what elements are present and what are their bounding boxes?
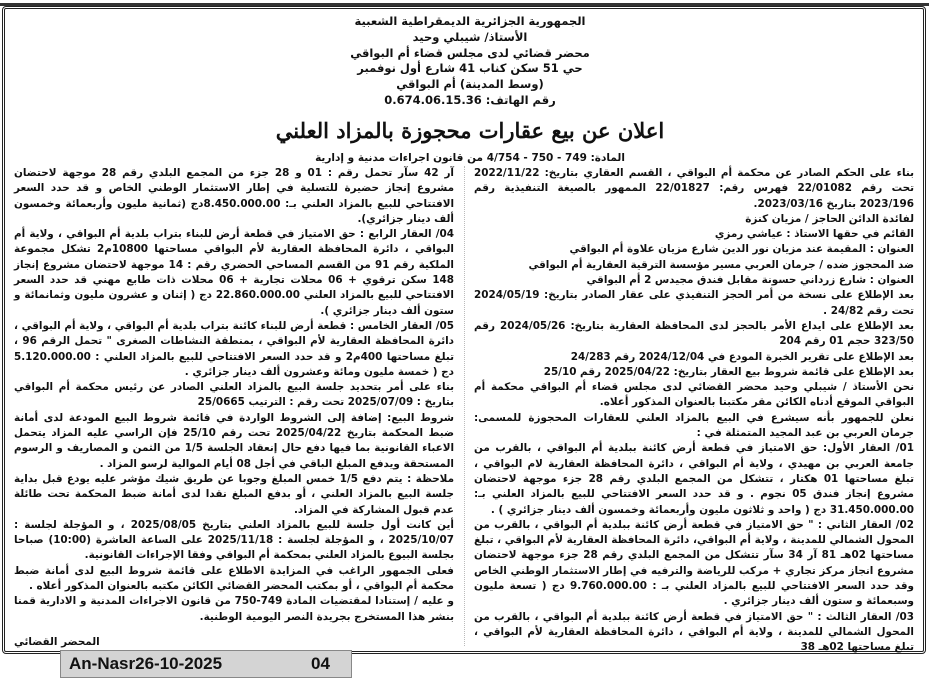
edition-date: An-Nasr26-10-2025 xyxy=(69,654,223,673)
paragraph: بناء على أمر بتحديد جلسة البيع بالمزاد العلني الصادر عن رئيس محكمة أم البواقي بتاريخ : 2025/07/09 تحت رقم : الترتيب 25/0665 xyxy=(14,381,454,409)
paragraph: نعلن للجمهور بأنه سيشرع في البيع بالمزاد العلني للعقارات المحجوزة للمسمى: جرمان العربي بن عبد المجيد المتمثلة في : xyxy=(474,411,914,440)
property-4: 04/ العقار الرابع : حق الامتياز في قطعة أرض للبناء بتراب بلدية أم البواقي ، ولاية أم البواقي ، دائرة المحافظة العقارية لأم البواقي مساحتها 10800م2 تشكل مجموعة الملكية رقم 91 من القسم المساحي الحضري رقم : 14 موجهة لاحتضان مشروع إنجاز 148 سكن ترقوي + 06 محلات تجارية + 06 محلات ذات طابع مهني قد حدد السعر الافتتاحي للبيع بالمزاد العلني 22.860.000.00 دج ( إثنان و عشرون مليون وثمانمائة و ستون ألف دينار جزائري ). xyxy=(14,228,455,317)
paragraph: بعد الإطلاع على نسخة من أمر الحجز التنفيذي على عقار الصادر بتاريخ: 2024/05/19 تحت رقم 24/82 . xyxy=(474,289,914,317)
paragraph: بناء على الحكم الصادر عن محكمة أم البواقي ، القسم العقاري بتاريخ: 2022/11/22 تحت رقم 22/01082 فهرس رقم: 22/01827 الممهور بالصيغة التنفيذية رقم 2023/196 بتاريخ 2023/03/16. xyxy=(474,167,914,210)
paragraph: لفائدة الدائن الحاجز / مزيان كنزة xyxy=(745,212,914,225)
page-number: 04 xyxy=(311,654,330,673)
session-dates: أين كانت أول جلسة للبيع بالمزاد العلني بتاريخ 2025/08/05 ، و المؤجلة لجلسة : 2025/10/07 ، و المؤجلة لجلسة : 2025/11/18 على الساعة العاشرة (10:00) صباحا بجلسة البيوع بالمزاد العلني بمحكمة أم البواقي وفقا الإجراءات القانونية. xyxy=(14,518,454,562)
paragraph: بعد الإطلاع على تقرير الخبرة المودع في 2024/12/04 رقم 24/283 xyxy=(570,350,914,363)
header-phone: رقم الهاتف: 0.674.06.15.36 xyxy=(384,92,556,107)
paragraph: نحن الأستاذ / شيبلي وحيد محضر القضائي لدى مجلس قضاء أم البواقي محكمة أم البواقي الموقع أدناه الكائن مقر مكتبنا بالعنوان المذكور أعلاه. xyxy=(474,381,914,409)
header-bailiff-name: الأستاذ/ شيبلي وحيد xyxy=(412,29,528,44)
header-country: الجمهورية الجزائرية الديمقراطية الشعبية xyxy=(354,14,586,28)
sale-conditions: شروط البيع: إضافة إلى الشروط الواردة في قائمة شروط البيع المودعة لدى أمانة ضبط المحكمة بتاريخ 2025/04/22 تحت رقم 25/10 فإن الراسي عليه المزاد يتحمل الاعباء القانونية بما فيها دفع حال إنعقاد الجلسة 1/5 من الثمن و المصاريف و الرسوم المستحقة ويدفع المبلغ الباقي في أجل 08 أيام الموالية لرسو المزاد . xyxy=(14,411,455,470)
paragraph: بعد الإطلاع على قائمة شروط بيع العقار بتاريخ: 2025/04/22 رقم 25/10 xyxy=(543,365,914,378)
left-column xyxy=(14,166,454,650)
notice-title: اعلان عن بيع عقارات محجوزة بالمزاد العلني xyxy=(275,118,665,143)
header-district: (وسط المدينة) أم البواقي xyxy=(396,77,544,92)
property-3: 03/ العقار الثالث : " حق الامتياز في قطعة أرض كائنة ببلدية أم البواقي ، بالقرب من المحول الشمالي للمدينة ، ولاية أم البواقي ، دائرة المحافظة العقارية لأم البواقي ، تبلغ مساحتها 02هـ 38 xyxy=(474,610,914,654)
paragraph: بعد الإطلاع على ايداع الأمر بالحجز لدى المحافظة العقارية بتاريخ: 2024/05/26 رقم 323/50 حجم 01 رقم 204 xyxy=(474,319,914,348)
property-5: 05/ العقار الخامس : قطعة أرض للبناء كائنة بتراب بلدية أم البواقي ، ولاية أم البواقي ، دائرة المحافظة العقارية لأم البواقي ، بمنطقة النشاطات الصغرى " تحمل الرقم 96 ، تبلغ مساحتها 400م2 و قد حدد السعر الافتتاحي للبيع بالمزاد العلني : 5.120.000.00 دج ( خمسة مليون ومائة وعشرون ألف دينار جزائري . xyxy=(14,319,454,378)
paragraph: العنوان : المقيمة عند مزيان نور الدين شارع مزيان علاوة أم البواقي xyxy=(569,243,914,256)
header-office: محضر قضائي لدى مجلس قضاء أم البواقي xyxy=(350,45,590,60)
property-3-continued: آر 42 سآر تحمل رقم : 01 و 28 جزء من المجمع البلدي رقم 28 موجهة لاحتضان مشروع إنجاز حضيرة للتسلية في إطار الاستثمار الوطني الخاص و قد حدد السعر الافتتاحي للبيع بالمزاد العلني بـ: 8.450.000.00دج (ثمانية مليون وأربعمائة وخمسون ألف دينار جزائري). xyxy=(14,167,455,225)
paragraph: و عليه / إستنادا لمقتضيات المادة 749-750 من قانون الاجراءات المدنية و الادارية قمنا بنشر هذا المستخرج بجريدة النصر اليومية الوطنية. xyxy=(14,595,454,623)
notice-header xyxy=(260,14,680,109)
column-divider xyxy=(464,166,465,646)
note: ملاحظة : يتم دفع 1/5 خمس المبلغ وجوبا عن طريق شيك مؤشر عليه يودع قبل بداية جلسة البيع بالمزاد العلني ، أو بدفع المبلغ نقدا لدى أمانة ضبط المحكمة تحت طائلة عدم قبول المشاركة في المزاد. xyxy=(14,472,455,516)
signature: المحضر القضائي xyxy=(14,635,100,648)
header-address: حي 51 سكن كناب 41 شارع أول نوفمبر xyxy=(357,61,583,76)
paragraph: العنوان : شارع زرداني حسونة مقابل فندق مجيدس 2 أم البواقي xyxy=(586,274,914,287)
paragraph: القائم في حقها الاستاذ : عياشي رمزي xyxy=(714,228,914,241)
property-1: 01/ العقار الأول: حق الامتياز في قطعة أرض كائنة ببلدية أم البواقي ، بالقرب من جامعة العربي بن مهيدي ، ولاية أم البواقي ، دائرة المحافظة العقارية لام البواقي ، تبلغ مساحتها 01 هكتار ، تتشكل من المجمع البلدي رقم 28 جزء موجهة لاحتضان مشروع إنجاز فندق 05 نجوم . و قد حدد السعر الافتتاحي للبيع بالمزاد العلني بـ: 31.450.000.00 دج ( واحد و ثلاثون مليون وأربعمائة وخمسون ألف دينار جزائري ) . xyxy=(474,442,914,516)
property-2: 02/ العقار الثاني : " حق الامتياز في قطعة أرض كائنة ببلدية أم البواقي ، بالقرب من المحول الشمالي للمدينة ، ولاية أم البواقي، دائرة المحافظة العقارية لأم البواقي ، تبلغ مساحتها 02هـ 81 آر 34 سآر تتشكل من المجمع البلدي رقم 28 جزء موجهة لاحتضان مشروع انجاز مركز تجاري + مركب للرياضة والترفيه في إطار الاستثمار الوطني الخاص وقد حدد السعر الافتتاحي للبيع بالمزاد العلني بـ : 9.760.000.00 دج ( تسعة مليون وسبعمائة و ستون ألف دينار جزائري . xyxy=(474,518,914,608)
right-column xyxy=(474,166,914,656)
footer-edition-bar xyxy=(60,650,352,678)
paragraph: ضد المحجوز ضده / جرمان العربي مسير مؤسسة الترقية العقارية أم البواقي xyxy=(528,258,914,271)
paragraph: فعلى الجمهور الراغب في المزايدة الاطلاع على قائمة شروط البيع لدى أمانة ضبط محكمة أم البواقي ، أو بمكتب المحضر القضائي الكائن مكتبه بالعنوان المذكور أعلاه . xyxy=(14,564,454,593)
legal-article: المادة: 749 - 750 - 4/754 من قانون اجراءات مدنية و إدارية xyxy=(315,152,625,164)
